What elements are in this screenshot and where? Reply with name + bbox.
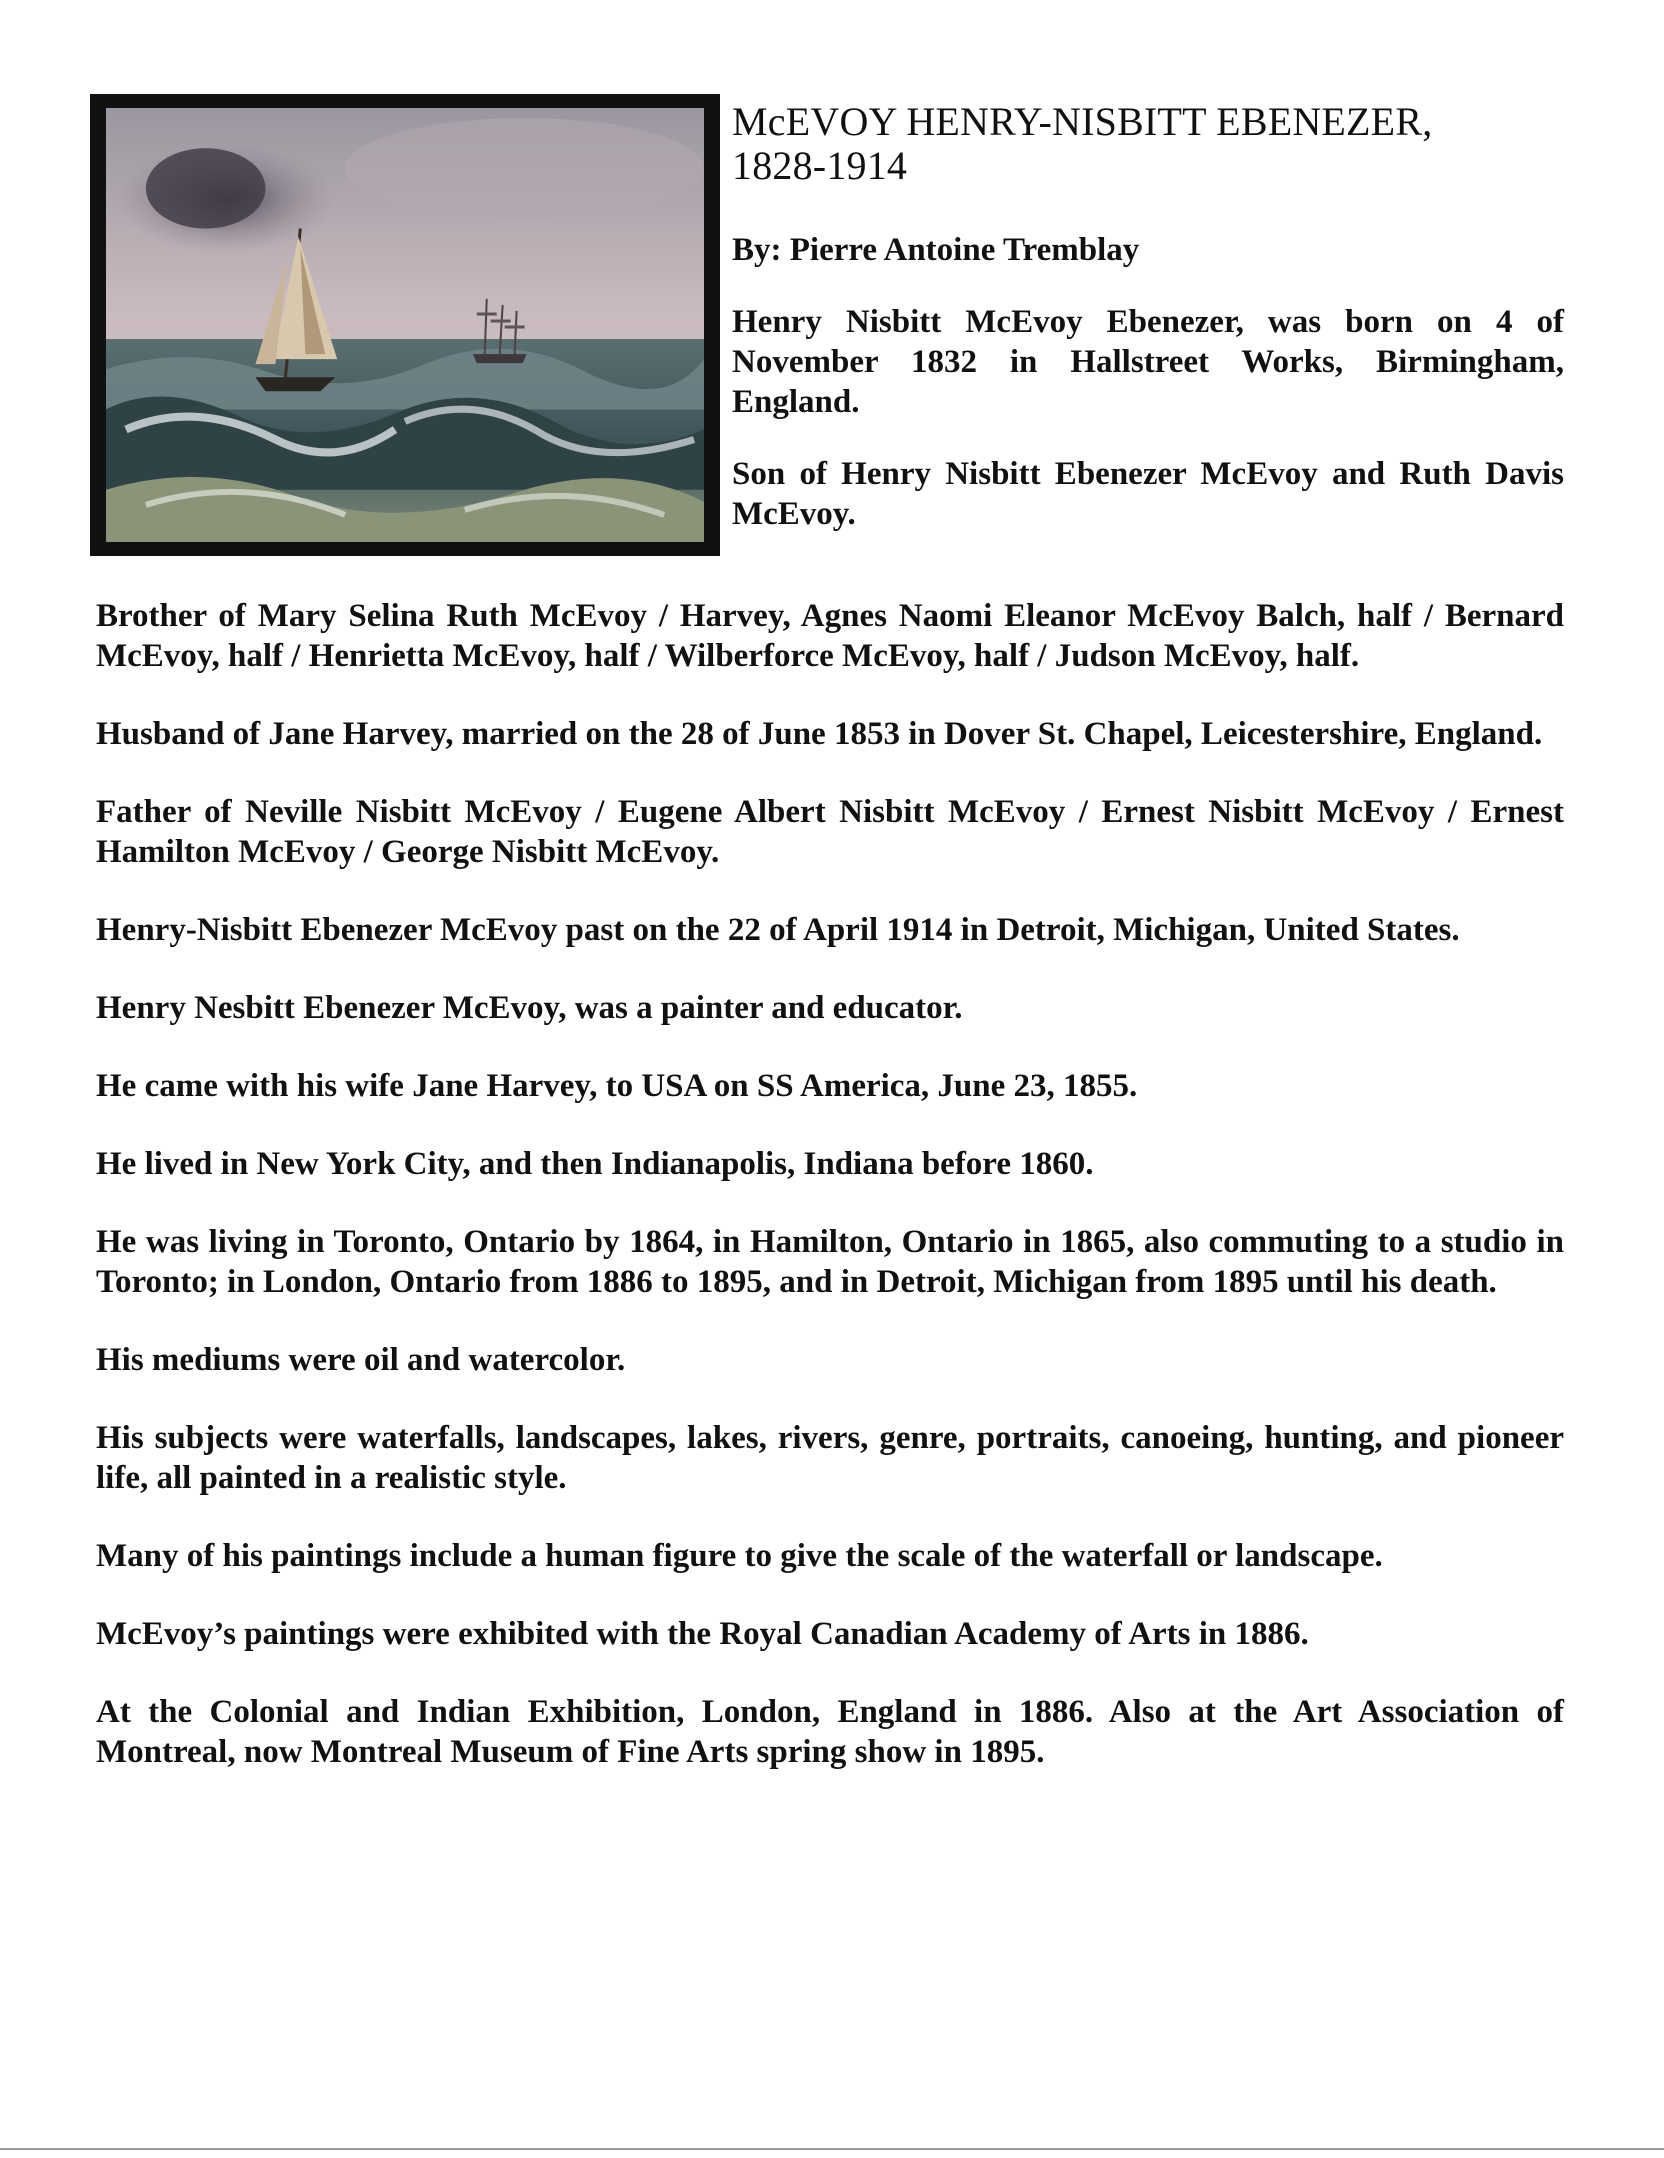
author-byline: By: Pierre Antoine Tremblay <box>732 232 1140 268</box>
paragraph-death: Henry-Nisbitt Ebenezer McEvoy past on the 22 of April 1914 in Detroit, Michigan, United States. <box>96 912 1460 948</box>
paragraph-siblings: Brother of Mary Selina Ruth McEvoy / Harvey, Agnes Naomi Eleanor McEvoy Balch, half / Bernard McEvoy, half / Henrietta McEvoy, half / Wilberforce McEvoy, half / Judson McEvoy, half. <box>96 598 1564 674</box>
paragraph-marriage: Husband of Jane Harvey, married on the 28 of June 1853 in Dover St. Chapel, Leicestershire, England. <box>96 716 1543 752</box>
paragraph-birth: Henry Nisbitt McEvoy Ebenezer, was born on 4 of November 1832 in Hallstreet Works, Birmingham, England. <box>732 304 1564 420</box>
paragraph-residence-canada: He was living in Toronto, Ontario by 1864, in Hamilton, Ontario in 1865, also commuting to a studio in Toronto; in London, Ontario from 1886 to 1895, and in Detroit, Michigan from 1895 until his death. <box>96 1224 1564 1300</box>
seascape-illustration <box>106 108 704 542</box>
header-column <box>732 100 1564 534</box>
document-title <box>732 100 1564 188</box>
title-dates: 1828-1914 <box>732 143 908 188</box>
paragraph-mediums: His mediums were oil and watercolor. <box>96 1342 626 1378</box>
paragraph-rca-exhibition: McEvoy’s paintings were exhibited with the Royal Canadian Academy of Arts in 1886. <box>96 1616 1309 1652</box>
body-text <box>96 596 1564 1810</box>
paragraph-other-exhibitions: At the Colonial and Indian Exhibition, London, England in 1886. Also at the Art Association of Montreal, now Montreal Museum of Fine Arts spring show in 1895. <box>96 1694 1564 1770</box>
title-name: McEVOY HENRY-NISBITT EBENEZER, <box>732 99 1433 144</box>
paragraph-subjects: His subjects were waterfalls, landscapes, lakes, rivers, genre, portraits, canoeing, hunting, and pioneer life, all painted in a realistic style. <box>96 1420 1564 1496</box>
paragraph-children: Father of Neville Nisbitt McEvoy / Eugene Albert Nisbitt McEvoy / Ernest Nisbitt McEvoy / Ernest Hamilton McEvoy / George Nisbitt McEvoy. <box>96 794 1564 870</box>
paragraph-occupation: Henry Nesbitt Ebenezer McEvoy, was a painter and educator. <box>96 990 963 1026</box>
paragraph-human-figure: Many of his paintings include a human figure to give the scale of the waterfall or landscape. <box>96 1538 1383 1574</box>
paragraph-residence-us: He lived in New York City, and then Indianapolis, Indiana before 1860. <box>96 1146 1094 1182</box>
bottom-divider <box>0 2148 1664 2150</box>
paragraph-parents: Son of Henry Nisbitt Ebenezer McEvoy and Ruth Davis McEvoy. <box>732 456 1564 532</box>
painting-image <box>90 94 720 556</box>
paragraph-immigration: He came with his wife Jane Harvey, to USA on SS America, June 23, 1855. <box>96 1068 1138 1104</box>
